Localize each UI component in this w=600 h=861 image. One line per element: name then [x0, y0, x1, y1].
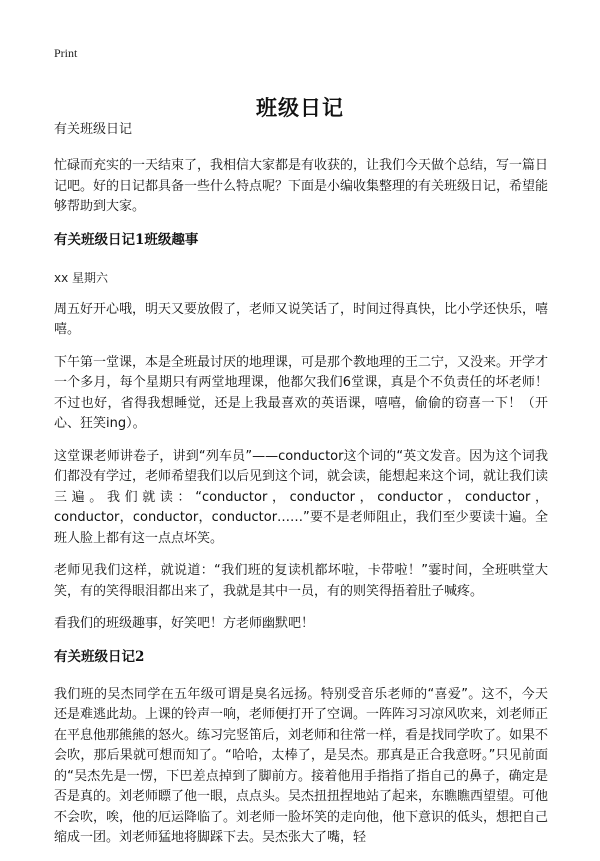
section-2-heading: 有关班级日记2 — [54, 648, 145, 665]
section-1-heading: 有关班级日记1班级趣事 — [54, 231, 199, 248]
section-1-date: xx 星期六 — [54, 270, 109, 285]
page-title: 班级日记 — [256, 96, 344, 121]
print-link[interactable]: Print — [54, 46, 78, 60]
section-1-paragraph: 老师见我们这样，就说道：“我们班的复读机都坏啦，卡带啦！”霎时间，全班哄堂大笑，有的笑得眼泪都出来了，我就是其中一员，有的则笑得捂着肚子喊疼。 — [54, 563, 548, 599]
section-1-paragraph: 看我们的班级趣事，好笑吧！方老师幽默吧！ — [54, 616, 315, 631]
subtitle: 有关班级日记 — [54, 122, 133, 137]
intro-paragraph: 忙碌而充实的一天结束了，我相信大家都是有收获的，让我们今天做个总结，写一篇日记吧。好的日记都具备一些什么特点呢？下面是小编收集整理的有关班级日记，希望能够帮助到大家。 — [54, 158, 549, 214]
section-2-paragraph: 我们班的吴杰同学在五年级可谓是臭名远扬。特别受音乐老师的“喜爱”。这不，今天还是难逃此劫。上课的铃声一响，老师便打开了空调。一阵阵习习凉风吹来，刘老师正在平息他那熊熊的怒火。练习完竖笛后，刘老师和往常一样，看是找同学吹了。如果不会吹，那后果就可想而知了。“哈哈，太棒了，是吴杰。那真是正合我意呀。”只见前面的“吴杰先是一愣，下巴差点掉到了脚前方。接着他用手指指了指自己的鼻子，确定是否是真的。刘老师瞟了他一眼，点点头。吴杰扭扭捏地站了起来，东瞧瞧西望望。可他不会吹，唉，他的厄运降临了。刘老师一脸坏笑的走向他，他下意识的低头，想把自己缩成一团。刘老师猛地将脚踩下去。吴杰张大了嘴，轻 — [54, 686, 549, 845]
document-content — [54, 120, 548, 861]
section-1-paragraph: 这堂课老师讲卷子，讲到“列车员”——conductor这个词的“英文发音。因为这个词我们都没有学过，老师希望我们以后见到这个词，就会读，能想起来这个词，就让我们读三遍。我们就读：“conductor，conductor，conductor，conductor，conductor，conductor，conductor……”要不是老师阻止，我们至少要读十遍。全班人脸上都有这一点点坏笑。 — [54, 448, 549, 546]
section-1-paragraph: 下午第一堂课，本是全班最讨厌的地理课，可是那个教地理的王二宁，又没来。开学才一个多月，每个星期只有两堂地理课，他都欠我们6堂课，真是个不负责任的坏老师！不过也好，省得我想睡觉，还是上我最喜欢的英语课，嘻嘻，偷偷的窃喜一下！（开心、狂笑ing）。 — [54, 354, 549, 431]
section-1-paragraph: 周五好开心哦，明天又要放假了，老师又说笑话了，时间过得真快，比小学还快乐，嘻嘻。 — [54, 301, 549, 337]
